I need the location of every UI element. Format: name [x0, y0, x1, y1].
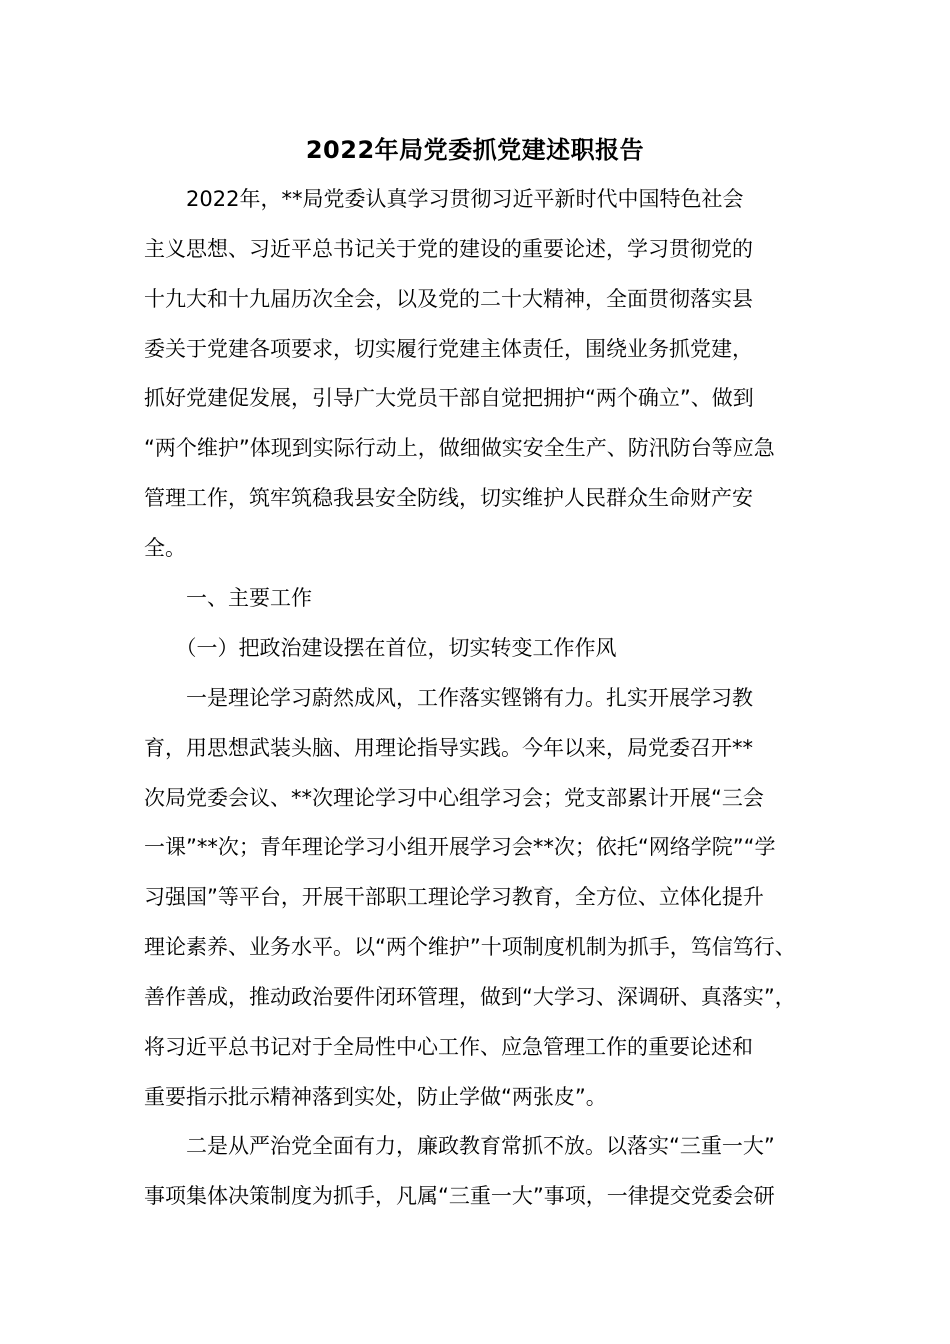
- body-line: 一课”**次；青年理论学习小组开展学习会**次；依托“网络学院”“学: [144, 835, 776, 859]
- body-line: 管理工作，筑牢筑稳我县安全防线，切实维护人民群众生命财产安: [144, 486, 753, 510]
- body-line: 抓好党建促发展，引导广大党员干部自觉把拥护“两个确立”、做到: [144, 386, 754, 410]
- subsection-heading: （一）把政治建设摆在首位，切实转变工作作风: [144, 636, 617, 660]
- body-line: 主义思想、习近平总书记关于党的建设的重要论述，学习贯彻党的: [144, 237, 753, 261]
- body-line: 善作善成，推动政治要件闭环管理，做到“大学习、深调研、真落实”，: [144, 985, 796, 1009]
- body-line: 习强国”等平台，开展干部职工理论学习教育，全方位、立体化提升: [144, 885, 764, 909]
- body-line: 重要指示批示精神落到实处，防止学做“两张皮”。: [144, 1085, 607, 1109]
- body-line: 一是理论学习蔚然成风，工作落实铿锵有力。扎实开展学习教: [144, 686, 753, 710]
- body-line: 全。: [144, 536, 186, 560]
- body-line: “两个维护”体现到实际行动上，做细做实安全生产、防汛防台等应急: [144, 436, 775, 460]
- body-line: 育，用思想武装头脑、用理论指导实践。今年以来，局党委召开**: [144, 736, 753, 760]
- document-title: 2022年局党委抓党建述职报告: [305, 136, 645, 164]
- body-line: 十九大和十九届历次全会，以及党的二十大精神，全面贯彻落实县: [144, 287, 753, 311]
- body-line: 二是从严治党全面有力，廉政教育常抓不放。以落实“三重一大”: [144, 1134, 775, 1158]
- body-line: 委关于党建各项要求，切实履行党建主体责任，围绕业务抓党建，: [144, 337, 753, 361]
- body-line: 理论素养、业务水平。以“两个维护”十项制度机制为抓手，笃信笃行、: [144, 935, 796, 959]
- body-line: 次局党委会议、**次理论学习中心组学习会；党支部累计开展“三会: [144, 786, 764, 810]
- body-line: 2022年，**局党委认真学习贯彻习近平新时代中国特色社会: [144, 187, 744, 211]
- body-line: 事项集体决策制度为抓手，凡属“三重一大”事项，一律提交党委会研: [144, 1184, 775, 1208]
- body-line: 将习近平总书记对于全局性中心工作、应急管理工作的重要论述和: [144, 1035, 753, 1059]
- section-heading: 一、主要工作: [144, 586, 312, 610]
